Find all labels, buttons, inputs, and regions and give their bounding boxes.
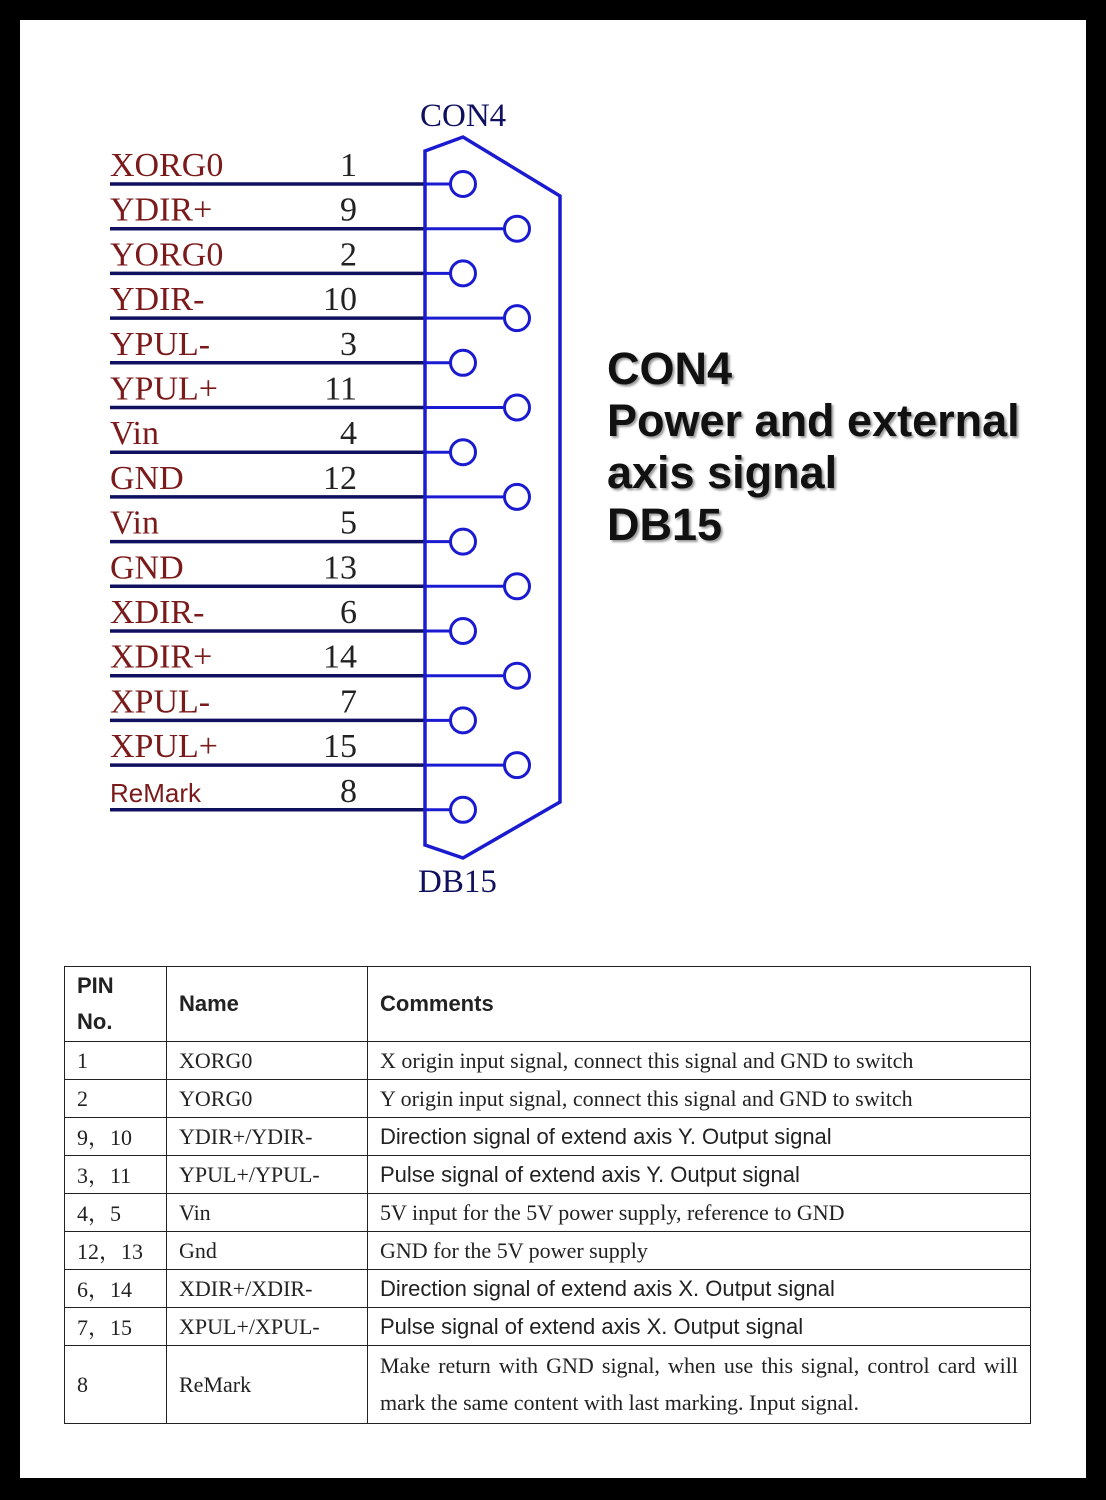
header-comments: Comments [368, 967, 1031, 1042]
connector-label-top: CON4 [420, 98, 507, 134]
pin-contact [505, 574, 530, 599]
name-cell: YDIR+/YDIR- [167, 1118, 368, 1156]
pin-name-label: XDIR+ [110, 638, 213, 676]
comment-cell: X origin input signal, connect this signal and GND to switch [368, 1042, 1031, 1080]
table-row [65, 1346, 1031, 1424]
table-row [65, 1118, 1031, 1156]
pin-cell: 4，5 [65, 1194, 167, 1232]
name-cell: XDIR+/XDIR- [167, 1270, 368, 1308]
pin-contact [451, 350, 476, 375]
pin-number-label: 8 [340, 772, 357, 810]
table-row [65, 1308, 1031, 1346]
table-row [65, 1156, 1031, 1194]
pin-contact [451, 172, 476, 197]
name-cell: ReMark [167, 1346, 368, 1424]
connector-label-bottom: DB15 [418, 864, 497, 900]
pin-number-label: 5 [340, 504, 357, 542]
pin-contact [451, 619, 476, 644]
pin-name-label: Vin [110, 504, 159, 542]
pin-cell: 8 [65, 1346, 167, 1424]
document-page [20, 20, 1086, 1478]
pin-contact [451, 261, 476, 286]
pin-cell: 3，11 [65, 1156, 167, 1194]
heading-line-1: CON4 [607, 343, 733, 394]
comment-cell: Make return with GND signal, when use this signal, control card will mark the same content with last marking. Input signal. [368, 1346, 1031, 1424]
pin-name-label: Vin [110, 415, 159, 453]
pin-name-label: ReMark [110, 777, 202, 808]
pin-number-label: 13 [323, 549, 357, 587]
name-cell: XORG0 [167, 1042, 368, 1080]
comment-cell: Pulse signal of extend axis X. Output signal [368, 1308, 1031, 1346]
pin-name-label: XDIR- [110, 594, 205, 631]
comment-cell: Direction signal of extend axis X. Output signal [368, 1270, 1031, 1308]
heading-line-3: axis signal [607, 447, 838, 498]
pin-number-label: 7 [340, 683, 357, 721]
pin-number-label: 2 [340, 236, 357, 274]
pin-number-label: 11 [324, 370, 357, 408]
header-name: Name [167, 967, 368, 1042]
comment-cell: 5V input for the 5V power supply, reference to GND [368, 1194, 1031, 1232]
pin-number-label: 3 [340, 325, 357, 363]
table-header-row [65, 967, 1031, 1042]
pin-cell: 6，14 [65, 1270, 167, 1308]
name-cell: Vin [167, 1194, 368, 1232]
comment-cell: Direction signal of extend axis Y. Output signal [368, 1118, 1031, 1156]
pin-contact [451, 529, 476, 554]
pin-contact [505, 753, 530, 778]
pin-name-label: YDIR- [110, 281, 205, 319]
pin-number-label: 12 [323, 459, 357, 497]
heading-line-2: Power and external [607, 395, 1020, 446]
pin-number-label: 14 [323, 638, 357, 676]
pin-contact [505, 395, 530, 420]
table-row [65, 1080, 1031, 1118]
pin-name-label: YORG0 [110, 236, 224, 274]
pin-description-table [64, 966, 1031, 1424]
table-row [65, 1042, 1031, 1080]
pin-number-label: 4 [340, 415, 357, 453]
pin-cell: 7，15 [65, 1308, 167, 1346]
pin-cell: 9，10 [65, 1118, 167, 1156]
comment-cell: Y origin input signal, connect this signal and GND to switch [368, 1080, 1031, 1118]
name-cell: XPUL+/XPUL- [167, 1308, 368, 1346]
connector-heading [607, 343, 1020, 551]
pin-number-label: 9 [340, 191, 357, 229]
pin-contact [505, 306, 530, 331]
comment-cell: Pulse signal of extend axis Y. Output signal [368, 1156, 1031, 1194]
pin-cell: 12，13 [65, 1232, 167, 1270]
pin-cell: 2 [65, 1080, 167, 1118]
header-pin-no: PIN No. [65, 967, 167, 1042]
pin-name-label: XORG0 [110, 147, 224, 184]
pin-contact [451, 708, 476, 733]
pin-name-label: YPUL- [110, 325, 211, 363]
name-cell: YORG0 [167, 1080, 368, 1118]
pin-name-label: GND [110, 459, 184, 497]
table-row [65, 1194, 1031, 1232]
pin-cell: 1 [65, 1042, 167, 1080]
pin-contact [451, 797, 476, 822]
pin-name-label: YDIR+ [110, 191, 213, 229]
comment-cell: GND for the 5V power supply [368, 1232, 1031, 1270]
pin-number-label: 6 [340, 594, 357, 631]
pin-number-label: 15 [323, 728, 357, 766]
pin-name-label: GND [110, 549, 184, 587]
heading-line-4: DB15 [607, 499, 723, 550]
pin-name-label: XPUL- [110, 683, 211, 721]
pin-number-label: 1 [340, 147, 357, 184]
pin-name-label: XPUL+ [110, 728, 218, 766]
pin-contact [505, 216, 530, 241]
pin-contact [505, 663, 530, 688]
pin-name-label: YPUL+ [110, 370, 218, 408]
pin-number-label: 10 [323, 281, 357, 319]
name-cell: YPUL+/YPUL- [167, 1156, 368, 1194]
name-cell: Gnd [167, 1232, 368, 1270]
table-row [65, 1232, 1031, 1270]
pin-contact [505, 484, 530, 509]
pin-contact [451, 440, 476, 465]
table-row [65, 1270, 1031, 1308]
